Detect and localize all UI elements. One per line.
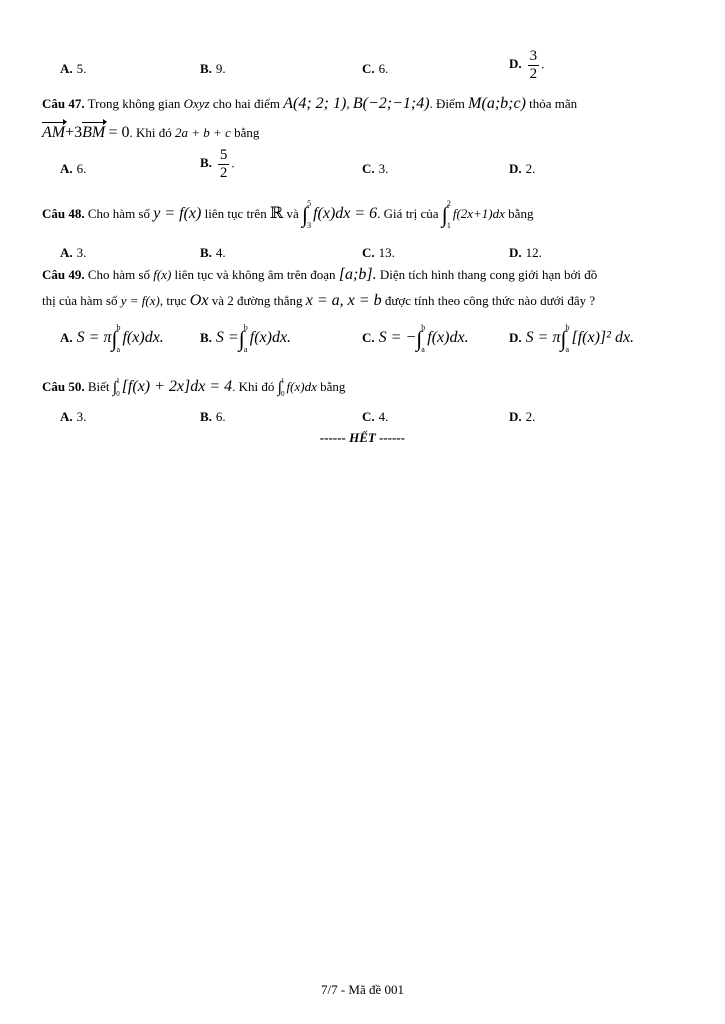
q48-answer-c: C. 13.	[362, 245, 395, 260]
q50-answer-c: C. 4.	[362, 409, 389, 424]
q50-answer-a: A. 3.	[60, 409, 87, 424]
integral-sign: ∫	[441, 202, 448, 227]
integral-sign: ∫	[111, 326, 118, 351]
integral-sign: ∫	[277, 379, 283, 397]
question-label: Câu 50.	[42, 379, 85, 394]
q49-line-2: thị của hàm số y = f(x), trục Ox và 2 đường thẳng x = a, x = b được tính theo công thức nào dưới đây ?	[42, 292, 596, 309]
question-label: Câu 49.	[42, 267, 85, 282]
q46-answer-b: B. 9.	[200, 61, 226, 76]
q46-answer-c: C. 6.	[362, 61, 389, 76]
integral: ∫ b a	[416, 323, 426, 354]
question-label: Câu 48.	[42, 205, 85, 221]
integral-sign: ∫	[112, 379, 118, 397]
fraction: $\frac{3}{2}$	[529, 48, 538, 82]
integral: ∫ 1 0	[277, 377, 285, 399]
integral-sign: ∫	[238, 326, 245, 351]
integral: ∫ 5 3	[302, 199, 312, 230]
q49-line-1: Câu 49. Cho hàm số f(x) liên tục và không âm trên đoạn [a;b]. Diện tích hình thang cong giới hạn bởi đồ	[42, 266, 598, 283]
q47-answer-b: B. $\frac{5}{2}$ .	[200, 147, 235, 181]
q49-answer-a: A. S = π ∫ b a f(x)dx.	[60, 323, 164, 354]
q47-line-2: AM+3BM = 0. Khi đó 2a + b + c bằng	[42, 124, 260, 141]
q48-answer-d: D. 12.	[509, 245, 542, 260]
vector-am: AM	[42, 124, 66, 141]
integral-sign: ∫	[560, 326, 567, 351]
integral: ∫ b a	[560, 323, 570, 354]
q49-answer-c: C. S = − ∫ b a f(x)dx.	[362, 323, 469, 354]
integral: ∫ b a	[238, 323, 248, 354]
integral: ∫ 2 1	[441, 199, 451, 230]
integral-sign: ∫	[416, 326, 423, 351]
q50-answer-b: B. 6.	[200, 409, 226, 424]
q50-line-1: Câu 50. Biết ∫ 1 0 [f(x) + 2x]dx = 4. Khi đó ∫ 1 0 f(x)dx bằng	[42, 377, 346, 399]
end-mark: ------ HẾT ------	[319, 430, 406, 445]
q48-line-1: Câu 48. Cho hàm số y = f(x) liên tục trên ℝ và ∫ 5 3 f(x)dx = 6. Giá trị của ∫ 2 1 f(2x+1)dx bằng	[42, 199, 534, 230]
q49-answer-d: D. S = π ∫ b a [f(x)]² dx.	[509, 323, 635, 354]
vector-bm: BM	[82, 124, 106, 141]
q50-answer-d: D. 2.	[509, 409, 536, 424]
page-footer: 7/7 - Mã đề 001	[320, 982, 405, 997]
question-label: Câu 47.	[42, 96, 85, 111]
q48-answer-a: A. 3.	[60, 245, 87, 260]
q46-answer-a: A. 5.	[60, 61, 87, 76]
q47-answer-d: D. 2.	[509, 161, 536, 176]
q47-line-1: Câu 47. Trong không gian Oxyz cho hai điểm A(4; 2; 1), B(−2;−1;4). Điểm M(a;b;c) thỏa mãn	[42, 95, 578, 112]
integral: ∫ b a	[111, 323, 121, 354]
q46-answer-d: D. $\frac{3}{2}$ .	[509, 48, 545, 82]
fraction: $\frac{5}{2}$	[219, 147, 228, 181]
q47-answer-a: A. 6.	[60, 161, 87, 176]
integral: ∫ 1 0	[112, 377, 120, 399]
q47-answer-c: C. 3.	[362, 161, 389, 176]
q49-answer-b: B. S = ∫ b a f(x)dx.	[200, 323, 292, 354]
integral-sign: ∫	[302, 202, 309, 227]
q48-answer-b: B. 4.	[200, 245, 226, 260]
